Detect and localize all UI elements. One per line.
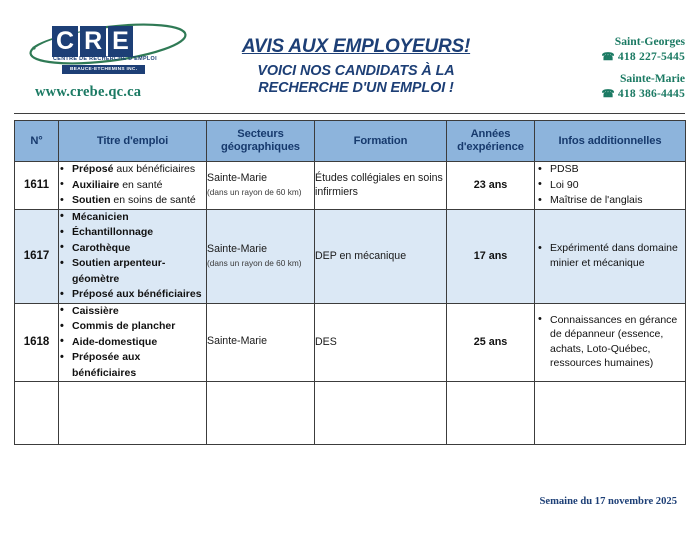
column-header-line1: Années [470, 128, 511, 140]
logo-letter-c: C [52, 26, 78, 57]
cell-titre-emploi [59, 162, 207, 210]
sector-city: Sainte-Marie [207, 242, 268, 255]
job-title-list [59, 304, 206, 382]
cell-numero: 1617 [15, 209, 59, 303]
logo-subtitle: BEAUCE-ETCHEMINS INC. [62, 65, 145, 74]
contact-city-label: Saint-Georges [614, 35, 685, 48]
infos-list [535, 313, 685, 371]
list-item: • Maîtrise de l'anglais [535, 193, 685, 208]
website-url[interactable]: www.crebe.qc.ca [35, 84, 142, 100]
column-header-formation: Formation [315, 121, 447, 162]
list-item: • Connaissances en gérance de dépanneur (essence, achats, Loto-Québec, ressources humaines) [535, 313, 685, 371]
table-row-empty[interactable] [15, 382, 686, 445]
cell-numero [15, 382, 59, 445]
title-sub-line1: VOICI NOS CANDIDATS À LA [257, 63, 455, 79]
sector-city: Sainte-Marie [207, 171, 268, 184]
contact-info [601, 34, 685, 102]
table-row[interactable] [15, 162, 686, 210]
title-sub-line2: RECHERCHE D'UN EMPLOI ! [258, 80, 454, 96]
cell-secteur [207, 303, 315, 382]
infos-list [535, 241, 685, 270]
logo-tagline: CENTRE DE RECHERCHE D'EMPLOI [53, 56, 157, 62]
cell-infos-additionnelles [535, 303, 686, 382]
logo-mark [22, 22, 194, 80]
contact-phone-row[interactable] [601, 49, 685, 65]
column-header-infos-additionnelles: Infos additionnelles [535, 121, 686, 162]
crebe-logo [12, 22, 212, 108]
logo-letter-r: R [80, 26, 106, 57]
list-item: • Préposée aux bénéficiaires [59, 350, 206, 381]
cell-secteur [207, 162, 315, 210]
sector-city: Sainte-Marie [207, 335, 268, 348]
logo-letter-e: E [108, 26, 133, 57]
infos-list [535, 162, 685, 208]
sector-radius-note: (dans un rayon de 60 km) [207, 186, 302, 197]
header-divider [14, 113, 685, 114]
list-item: • Mécanicien [59, 210, 206, 226]
job-title-bold: Préposé [72, 163, 114, 175]
column-header-secteurs-geographiques [207, 121, 315, 162]
job-title-rest: en soins de santé [110, 194, 196, 206]
contact-phone-number: 418 227-5445 [617, 50, 685, 63]
list-item: • Commis de plancher [59, 319, 206, 335]
cell-formation: Études collégiales en soins infirmiers [315, 162, 447, 210]
list-item: • Aide-domestique [59, 335, 206, 351]
contact-phone-number: 418 386-4445 [617, 87, 685, 100]
job-title-bold: Soutien [72, 194, 111, 206]
sector-radius-note: (dans un rayon de 60 km) [207, 257, 302, 268]
job-title-rest: aux bénéficiaires [113, 163, 196, 175]
cell-numero: 1618 [15, 303, 59, 382]
cell-infos-additionnelles [535, 209, 686, 303]
job-title-bold: Auxiliaire [72, 178, 120, 191]
week-footer: Semaine du 17 novembre 2025 [539, 496, 677, 507]
cell-annees-experience [447, 382, 535, 445]
cell-formation: DES [315, 303, 447, 382]
cell-annees-experience: 25 ans [447, 303, 535, 382]
announcement-title [196, 36, 516, 97]
table-header-row [15, 121, 686, 162]
contact-saint-georges [601, 34, 685, 65]
list-item: • Échantillonnage [59, 225, 206, 241]
list-item: • Soutien arpenteur-géomètre [59, 256, 206, 287]
cell-infos-additionnelles [535, 162, 686, 210]
candidates-table-container [14, 120, 685, 445]
list-item: • Expérimenté dans domaine minier et mécanique [535, 241, 685, 270]
candidates-table [14, 120, 686, 445]
list-item: • PDSB [535, 162, 685, 177]
list-item: • Caissière [59, 304, 206, 320]
column-header-line1: Secteurs [237, 128, 284, 140]
column-header-annees-experience [447, 121, 535, 162]
column-header-titre-emploi: Titre d'emploi [59, 121, 207, 162]
table-row[interactable] [15, 303, 686, 382]
contact-sainte-marie [601, 71, 685, 102]
title-subtitle [196, 63, 516, 97]
cell-formation [315, 382, 447, 445]
list-item [59, 193, 206, 209]
cell-titre-emploi [59, 303, 207, 382]
job-title-list [59, 162, 206, 209]
list-item: • Préposé aux bénéficiaires [59, 287, 206, 303]
list-item: • Loi 90 [535, 178, 685, 193]
cell-annees-experience: 17 ans [447, 209, 535, 303]
contact-phone-row[interactable] [601, 86, 685, 102]
column-header-line2: géographiques [221, 141, 300, 153]
telephone-icon: ☎ [601, 52, 615, 63]
list-item [59, 178, 206, 194]
cell-infos-additionnelles [535, 382, 686, 445]
list-item: • Carothèque [59, 241, 206, 257]
job-title-list [59, 210, 206, 303]
cell-formation: DEP en mécanique [315, 209, 447, 303]
cell-titre-emploi [59, 209, 207, 303]
cell-secteur [207, 382, 315, 445]
job-title-rest: en santé [119, 178, 163, 191]
cell-annees-experience: 23 ans [447, 162, 535, 210]
cell-secteur [207, 209, 315, 303]
cell-numero: 1611 [15, 162, 59, 210]
contact-city-label: Sainte-Marie [619, 72, 685, 85]
logo-letters [52, 26, 133, 57]
column-header-numero: N° [15, 121, 59, 162]
cell-titre-emploi [59, 382, 207, 445]
page-header [0, 0, 699, 112]
table-row[interactable] [15, 209, 686, 303]
telephone-icon: ☎ [601, 89, 615, 100]
column-header-line2: d'expérience [457, 141, 524, 153]
list-item [59, 162, 206, 178]
title-main: AVIS AUX EMPLOYEURS! [241, 36, 471, 57]
